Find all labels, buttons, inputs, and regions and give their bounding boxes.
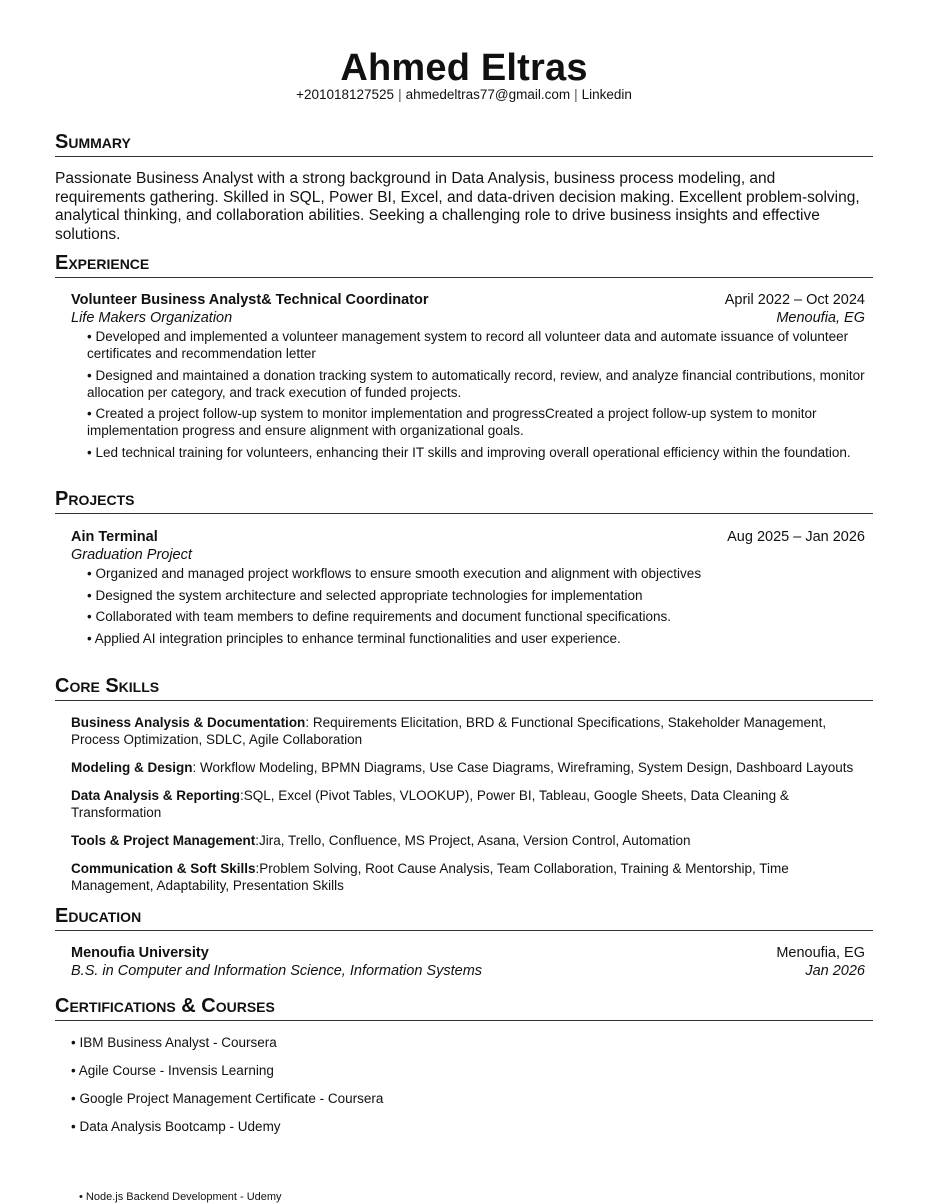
skill-item: [71, 860, 871, 894]
graduation-date: Jan 2026: [805, 963, 865, 979]
project-subheader: [71, 546, 865, 564]
list-item: • Created a project follow-up system to monitor implementation and progressCreated a project follow-up system to monitor implementation progress and ensure alignment with organizational goals.: [87, 406, 817, 438]
project-name: Ain Terminal: [71, 529, 158, 545]
candidate-name: Ahmed Eltras: [340, 47, 588, 89]
section-title-summary: Summary: [55, 130, 873, 157]
skill-category: Communication & Soft Skills: [71, 861, 256, 876]
education-subheader: [71, 962, 865, 980]
list-item: • Designed the system architecture and selected appropriate technologies for implementation: [87, 587, 643, 603]
experience-bullets: [87, 328, 877, 465]
school-location: Menoufia, EG: [776, 945, 865, 961]
project-bullets: [87, 565, 877, 651]
experience-subheader: [71, 309, 865, 327]
experience-header: [71, 291, 865, 309]
email-address: ahmedeltras77@gmail.com: [405, 87, 571, 102]
contact-line: [0, 86, 928, 104]
list-item: • Google Project Management Certificate - Coursera: [71, 1091, 384, 1106]
certifications-list: [71, 1034, 771, 1146]
skill-category: Data Analysis & Reporting: [71, 788, 241, 803]
list-item: • Data Analysis Bootcamp - Udemy: [71, 1119, 281, 1134]
job-dates: April 2022 – Oct 2024: [724, 292, 865, 308]
list-item: • Organized and managed project workflows to ensure smooth execution and alignment with objectives: [87, 566, 702, 581]
section-title-education: Education: [55, 904, 873, 931]
skill-category: Tools & Project Management: [71, 833, 256, 848]
project-dates: Aug 2025 – Jan 2026: [727, 529, 865, 545]
skill-details: :Problem Solving, Root Cause Analysis, Team Collaboration, Training & Mentorship, Time Management, Adaptability, Presentation Skills: [71, 861, 789, 893]
job-location: Menoufia, EG: [776, 310, 865, 326]
skills-list: [71, 714, 871, 905]
list-item: • Applied AI integration principles to enhance terminal functionalities and user experience.: [87, 630, 621, 646]
skill-details: : Requirements Elicitation, BRD & Functional Specifications, Stakeholder Management, Process Optimization, SDLC, Agile Collaboration: [71, 715, 827, 747]
linkedin-link[interactable]: Linkedin: [581, 87, 632, 102]
skill-details: :Jira, Trello, Confluence, MS Project, Asana, Version Control, Automation: [255, 833, 691, 848]
skill-category: Modeling & Design: [71, 760, 193, 775]
section-title-projects: Projects: [55, 487, 873, 514]
education-header: [71, 944, 865, 962]
list-item: • IBM Business Analyst - Coursera: [71, 1035, 277, 1050]
section-title-certifications: Certifications & Courses: [55, 994, 873, 1021]
school-name: Menoufia University: [71, 945, 209, 961]
skill-item: [71, 714, 871, 748]
job-title: Volunteer Business Analyst& Technical Coordinator: [71, 292, 429, 308]
list-item: • Led technical training for volunteers, enhancing their IT skills and improving overall operational efficiency within the foundation.: [87, 444, 851, 460]
list-item: • Agile Course - Invensis Learning: [71, 1063, 274, 1078]
cutoff-list-item: • Node.js Backend Development - Udemy: [79, 1191, 282, 1203]
project-header: [71, 528, 865, 546]
skill-item: [71, 759, 871, 776]
list-item: • Collaborated with team members to define requirements and document functional specifications.: [87, 609, 672, 624]
skill-item: [71, 787, 871, 821]
separator: |: [574, 87, 578, 102]
skill-details: : Workflow Modeling, BPMN Diagrams, Use Case Diagrams, Wireframing, System Design, Dashboard Layouts: [192, 760, 854, 775]
section-title-core-skills: Core Skills: [55, 674, 873, 701]
summary-text: Passionate Business Analyst with a strong background in Data Analysis, business process modeling, and requirements gathering. Skilled in SQL, Power BI, Excel, and data-driven decision making. Excellent problem-solving, analytical thinking, and collaboration abilities. Seeking a challenging role to drive business insights and effective solutions.: [55, 170, 860, 243]
degree-name: B.S. in Computer and Information Science, Information Systems: [71, 963, 483, 979]
skill-details: :SQL, Excel (Pivot Tables, VLOOKUP), Power BI, Tableau, Google Sheets, Data Cleaning & Transformation: [71, 788, 789, 820]
phone-number: +201018127525: [296, 87, 395, 102]
list-item: • Developed and implemented a volunteer management system to record all volunteer data and automate issuance of volunteer certificates and recommendation letter: [87, 329, 849, 361]
skill-category: Business Analysis & Documentation: [71, 715, 306, 730]
list-item: • Designed and maintained a donation tracking system to automatically record, review, and analyze financial contributions, monitor allocation per category, and track execution of funded projects.: [87, 367, 865, 400]
separator: |: [398, 87, 402, 102]
skill-item: [71, 832, 871, 849]
section-title-experience: Experience: [55, 251, 873, 278]
organization-name: Life Makers Organization: [71, 310, 233, 326]
project-subtitle: Graduation Project: [71, 547, 192, 563]
